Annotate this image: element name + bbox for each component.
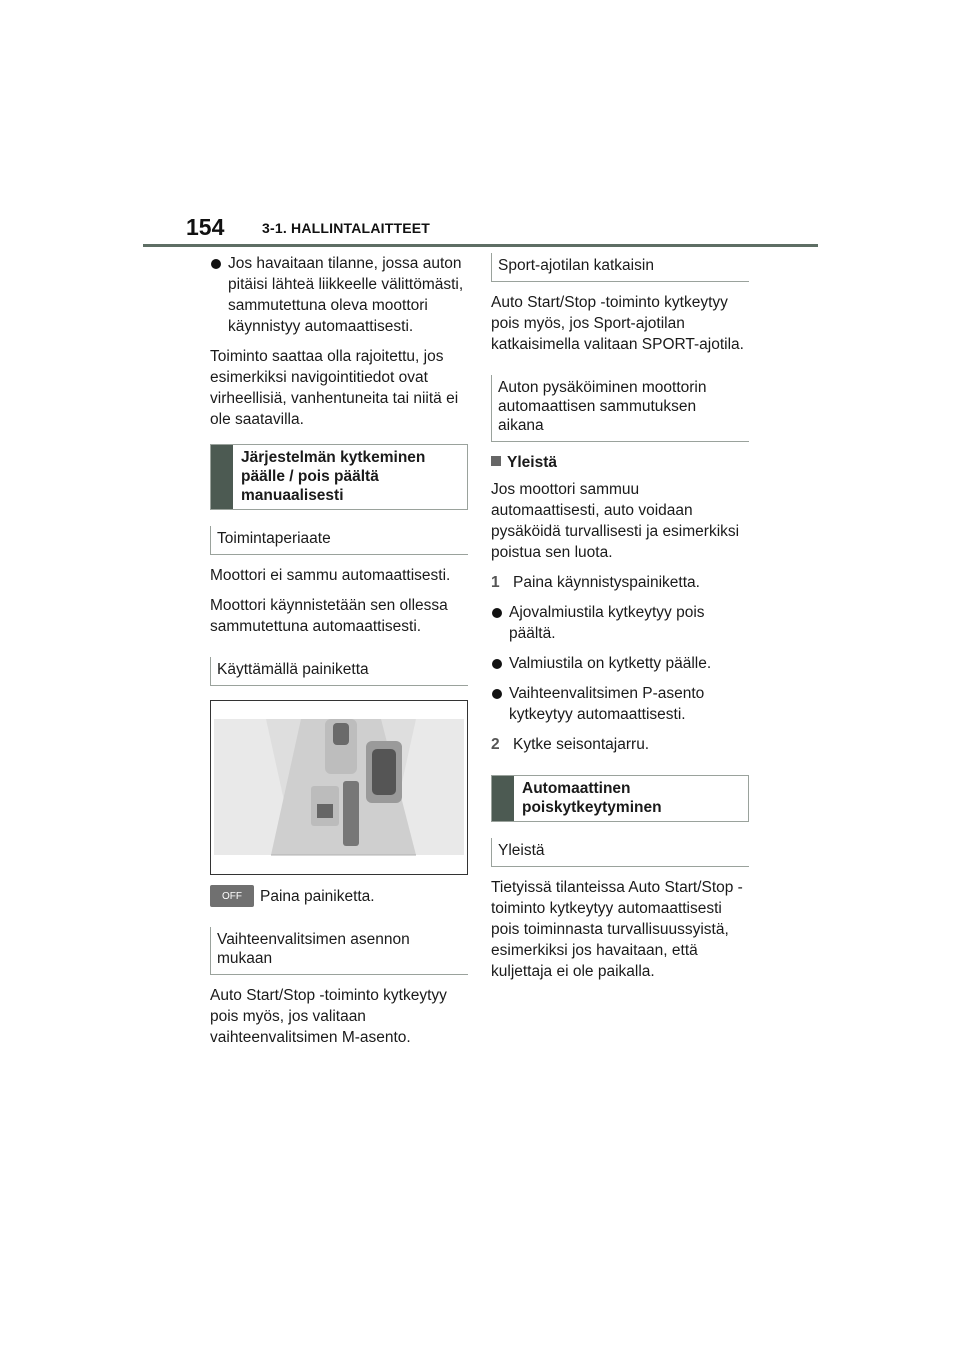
- subsection-heading-box: [210, 927, 468, 975]
- heading-bar: [211, 445, 233, 509]
- step-item: [491, 734, 749, 755]
- step-number: 2: [491, 736, 500, 753]
- bullet-dot-icon: [492, 659, 502, 669]
- button-instruction: [210, 885, 468, 907]
- bullet-item: [491, 602, 749, 644]
- bullet-item: [491, 683, 749, 725]
- subsection-heading-box: [491, 253, 749, 282]
- subsection-heading-box: [491, 375, 749, 442]
- subsection-heading: Yleistä: [498, 842, 545, 859]
- step-number: 1: [491, 574, 500, 591]
- subheading-text: Yleistä: [507, 454, 557, 471]
- bullet-text: Jos havaitaan tilanne, jossa auton pitäisi lähteä liikkeelle välittömästi, sammutettuna oleva moottori käynnistyy automaattisesti.: [228, 255, 464, 335]
- bullet-item: [491, 653, 749, 674]
- heading-bar: [492, 776, 514, 821]
- subsection-heading: Sport-ajotilan katkaisin: [498, 257, 654, 274]
- subsection-heading: Toimintaperiaate: [217, 530, 331, 547]
- bullet-dot-icon: [492, 689, 502, 699]
- step-text: Paina käynnistyspainiketta.: [513, 574, 700, 591]
- bullet-text: Vaihteenvalitsimen P-asento kytkeytyy automaattisesti.: [509, 685, 705, 723]
- paragraph: Auto Start/Stop -toiminto kytkeytyy pois myös, jos valitaan vaihteenvalitsimen M-asento.: [210, 987, 447, 1046]
- bullet-item: [210, 253, 468, 337]
- subsection-heading-box: [210, 657, 468, 686]
- paragraph: Toiminto saattaa olla rajoitettu, jos esimerkiksi navigointitiedot ovat virheellisiä, vanhentuneita tai niitä ei ole saatavilla.: [210, 348, 459, 428]
- subheading: [491, 452, 749, 473]
- paragraph: Moottori ei sammu automaattisesti.: [210, 567, 451, 584]
- square-bullet-icon: [491, 456, 501, 466]
- subsection-heading-box: [491, 838, 749, 867]
- section-heading: Järjestelmän kytkeminen päälle / pois päältä manuaalisesti: [241, 449, 426, 504]
- subsection-heading: Vaihteenvalitsimen asennon mukaan: [217, 931, 410, 967]
- auto-start-stop-off-icon: [210, 885, 254, 907]
- paragraph: Jos moottori sammuu automaattisesti, auto voidaan pysäköidä turvallisesti ja esimerkiksi poistua sen luota.: [491, 481, 740, 561]
- section-title: 3-1. HALLINTALAITTEET: [262, 220, 431, 236]
- right-column: [491, 253, 749, 991]
- step-text: Kytke seisontajarru.: [513, 736, 650, 753]
- subsection-heading-box: [210, 526, 468, 555]
- bullet-dot-icon: [211, 259, 221, 269]
- page-number: 154: [186, 214, 225, 240]
- section-heading: Automaattinen poiskytkeytyminen: [522, 780, 662, 816]
- left-column: [210, 253, 468, 1057]
- center-console-figure: [210, 700, 468, 875]
- paragraph: Moottori käynnistetään sen ollessa sammutettuna automaattisesti.: [210, 597, 448, 635]
- bullet-text: Ajovalmiustila kytkeytyy pois päältä.: [509, 604, 705, 642]
- subsection-heading: Auton pysäköiminen moottorin automaattisen sammutuksen aikana: [498, 379, 707, 434]
- header-rule: [143, 244, 818, 247]
- bullet-text: Valmiustila on kytketty päälle.: [509, 655, 712, 672]
- paragraph: Auto Start/Stop -toiminto kytkeytyy pois myös, jos Sport-ajotilan katkaisimella valitaan SPORT-ajotila.: [491, 294, 744, 353]
- paragraph: Tietyissä tilanteissa Auto Start/Stop -toiminto kytkeytyy automaattisesti pois toiminnasta turvallisuussyistä, esimerkiksi jos havaitaan, että kuljettaja ei ole paikalla.: [491, 879, 743, 980]
- section-heading-box: [210, 444, 468, 510]
- step-item: [491, 572, 749, 593]
- subsection-heading: Käyttämällä painiketta: [217, 661, 369, 678]
- off-icon-label: OFF: [222, 890, 242, 902]
- center-console-illustration: [211, 701, 467, 874]
- section-heading-box: [491, 775, 749, 822]
- bullet-dot-icon: [492, 608, 502, 618]
- button-caption: Paina painiketta.: [260, 887, 375, 905]
